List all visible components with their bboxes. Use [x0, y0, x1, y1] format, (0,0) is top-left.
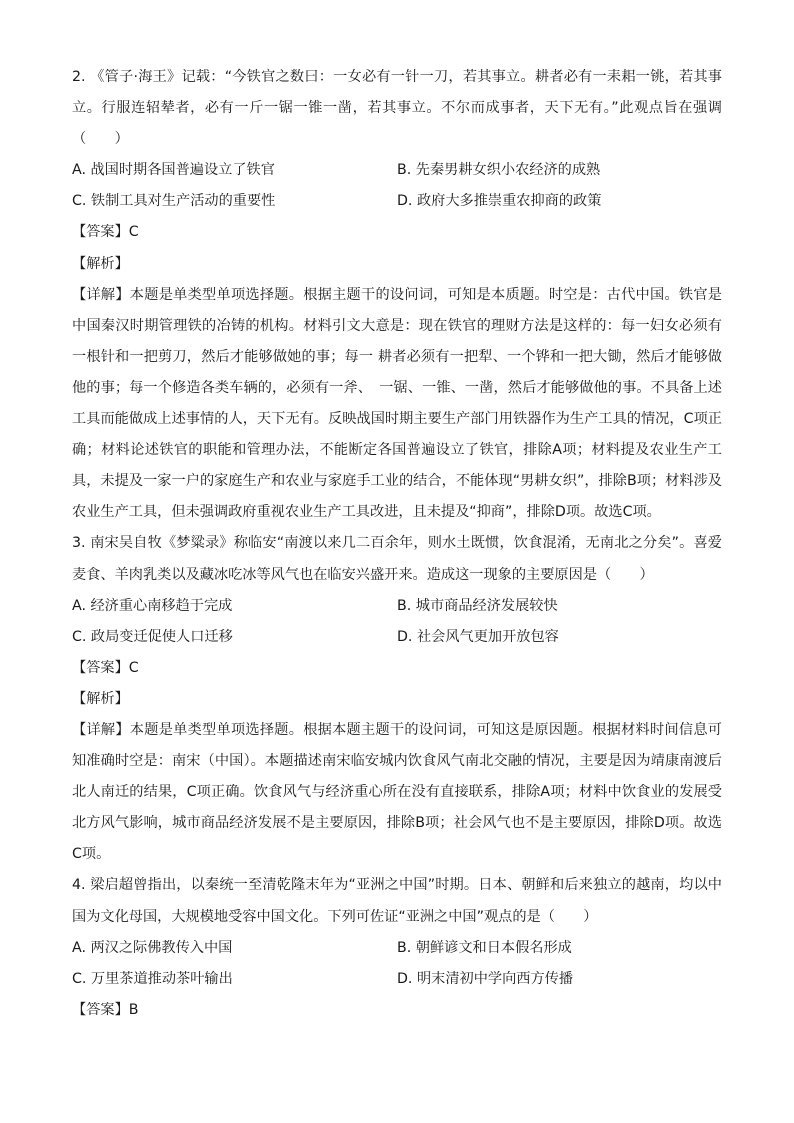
question-4-answer: 【答案】B [72, 1001, 139, 1018]
question-2-analysis-label: 【解析】 [72, 255, 129, 272]
question-2-detail: 【详解】本题是单类型单项选择题。根据主题干的设问词，可知是本质题。时空是：古代中国。铁官是中国秦汉时期管理铁的冶铸的机构。材料引文大意是：现在铁官的理财方法是这样的：每一妇女必须有一根针和一把剪刀，然后才能够做她的事；每一 耕者必须有一把犁、一个铧和一把大锄，然后才能够做他的事；每一个修造各类车辆的，必须有一斧、 一锯、一锥、一凿，然后才能够做他的事。不具备上述工具而能做成上述事情的人，天下无有。反映战国时期主要生产部门用铁器作为生产工具的情况，C项正确；材料论述铁官的职能和管理办法，不能断定各国普遍设立了铁官，排除A项；材料提及农业生产工具，未提及一家一户的家庭生产和农业与家庭手工业的结合，不能体现“男耕女织”，排除B项；材料涉及农业生产工具，但未强调政府重视农业生产工具改进，且未提及“抑商”，排除D项。故选C项。 [72, 286, 722, 521]
document-page [72, 62, 722, 1026]
question-4-option-b: B. 朝鲜谚文和日本假名形成 [397, 939, 572, 956]
question-3-answer: 【答案】C [72, 659, 139, 676]
question-3-option-d: D. 社会风气更加开放包容 [397, 628, 559, 645]
question-2-option-c: C. 铁制工具对生产活动的重要性 [72, 193, 276, 210]
question-4-option-c: C. 万里茶道推动茶叶输出 [72, 970, 233, 987]
question-4-option-a: A. 两汉之际佛教传入中国 [72, 939, 233, 956]
question-3-option-c: C. 政局变迁促使人口迁移 [72, 628, 233, 645]
question-4-options-row-2 [72, 964, 722, 995]
question-2-options-row-2 [72, 186, 722, 217]
question-4-option-d: D. 明末清初中学向西方传播 [397, 970, 574, 987]
question-2-option-d: D. 政府大多推崇重农抑商的政策 [397, 193, 602, 210]
question-2-options-row-1 [72, 155, 722, 186]
question-3-detail: 【详解】本题是单类型单项选择题。根据本题主题干的设问词，可知这是原因题。根据材料时间信息可知准确时空是：南宋（中国）。本题描述南宋临安城内饮食风气南北交融的情况，主要是因为靖康南渡后北人南迁的结果，C项正确。饮食风气与经济重心所在没有直接联系，排除A项；材料中饮食业的发展受北方风气影响，城市商品经济发展不是主要原因，排除B项；社会风气也不是主要原因，排除D项。故选C项。 [72, 721, 722, 863]
question-2-answer: 【答案】C [72, 224, 139, 241]
question-2-option-b: B. 先秦男耕女织小农经济的成熟 [397, 162, 601, 179]
question-4-options-row-1 [72, 933, 722, 964]
question-2-stem: 2. 《管子·海王》记载：“今铁官之数曰：一女必有一针一刀，若其事立。耕者必有一耒耜一铫，若其事立。行服连轺辇者，必有一斤一锯一锥一凿，若其事立。不尔而成事者，天下无有。”此观点旨在强调（ ） [72, 69, 722, 148]
question-2-option-a: A. 战国时期各国普遍设立了铁官 [72, 162, 275, 179]
question-3-option-a: A. 经济重心南移趋于完成 [72, 597, 233, 614]
question-3-stem: 3. 南宋吴自牧《梦粱录》称临安“南渡以来几二百余年，则水土既惯，饮食混淆，无南北之分矣”。喜爱麦食、羊肉乳类以及藏冰吃冰等风气也在临安兴盛开来。造成这一现象的主要原因是（ ） [72, 535, 722, 583]
question-3-options-row-1 [72, 591, 722, 622]
question-3-options-row-2 [72, 622, 722, 653]
question-4-stem: 4. 梁启超曾指出，以秦统一至清乾隆末年为“亚洲之中国”时期。日本、朝鲜和后来独立的越南，均以中国为文化母国，大规模地受容中国文化。下列可佐证“亚洲之中国”观点的是（ ） [72, 877, 722, 925]
question-3-analysis-label: 【解析】 [72, 690, 129, 707]
question-3-option-b: B. 城市商品经济发展较快 [397, 597, 558, 614]
